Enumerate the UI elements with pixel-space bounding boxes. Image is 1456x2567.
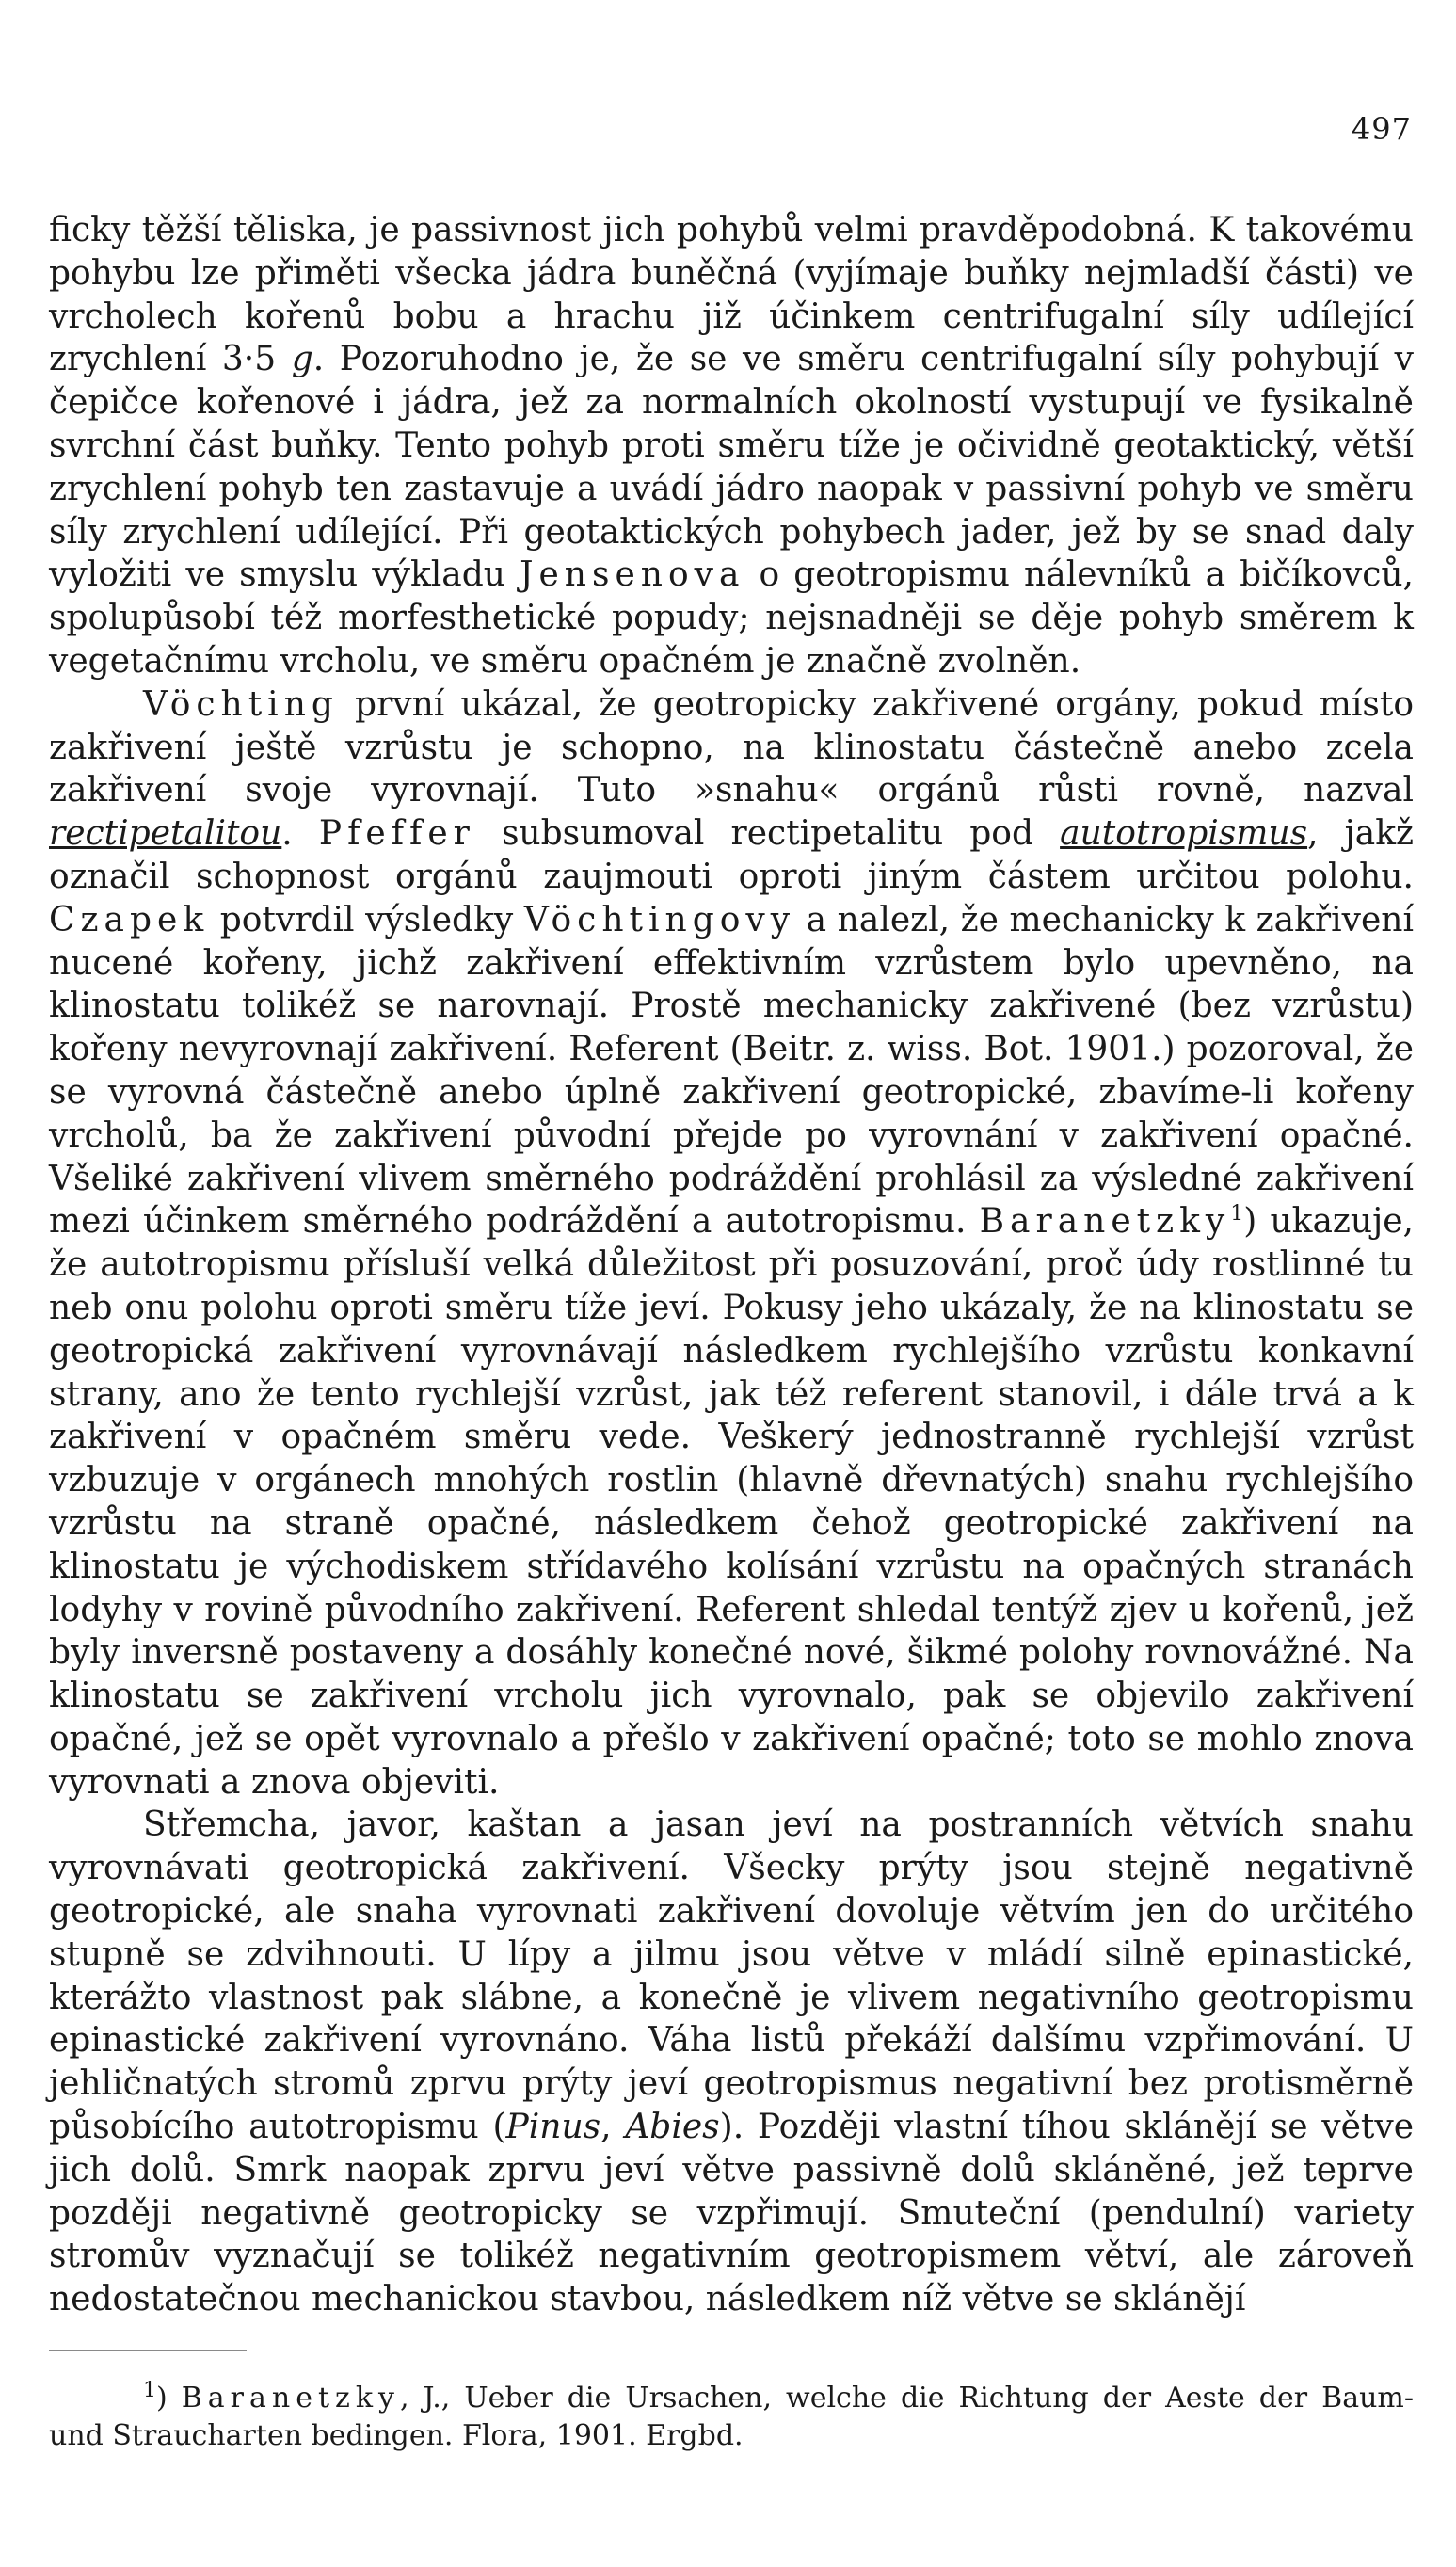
footnote-divider — [49, 2350, 247, 2351]
footnote-author: Baranetzky — [181, 2382, 400, 2415]
p1-text-3: o geotropismu nálevníků a bičíkovců, spolupůsobí též morfesthetické popudy; nejsnadněji se děje pohyb směrem k vegetačnímu vrcholu, ve směru opačném je značně zvolněn. — [49, 555, 1414, 681]
p2-text-3: subsumoval rectipetalitu pod — [474, 814, 1061, 854]
p1-text-1: ficky těžší těliska, je passivnost jich pohybů velmi pravděpodobná. K takovému pohybu lze přiměti všecka jádra buněčná (vyjímaje buňky nejmladší části) ve vrcholech kořenů bobu a hrachu již účinkem centrifugalní síly udílející zrychlení 3·5 — [49, 211, 1414, 379]
p3-text-2: ). Později vlastní tíhou sklánějí se větve jich dolů. Smrk naopak zprvu jeví větve passivně dolů skláněné, jež teprve později negativně geotropicky se vzpřimují. Smuteční (pendulní) variety stromův vyznačují se tolikéž negativním geotropismem větví, ale zároveň nedostatečnou mechanickou stavbou, následkem níž větve se sklánějí — [49, 2108, 1415, 2319]
p3-text-1: Střemcha, javor, kaštan a jasan jeví na postranních větvích snahu vyrovnávati geotropická zakřivení. Všecky prýty jsou stejně negativně geotropické, ale snaha vyrovnati zakřivení dovoluje větvím jen do určitého stupně se zdvihnouti. U lípy a jilmu jsou větve v mládí silně epinastické, kterážto vlastnost pak slábne, a konečně je vlivem negativního geotropismu epinastické zakřivení vyrovnáno. Váha listů překáží dalšímu vzpřimování. U jehličnatých stromů zprvu prýty jeví geotropismus negativní bez protisměrně působícího autotropismu ( — [49, 1805, 1414, 2147]
p2-text-2: . — [281, 814, 319, 854]
p2-text-5: potvrdil výsledky — [209, 900, 524, 939]
p2-name-baranetzky: Baranetzky — [979, 1202, 1231, 1242]
body-text — [49, 209, 1414, 2321]
paragraph-1 — [49, 209, 1414, 683]
p2-term-rectipetalitou: rectipetalitou — [49, 814, 282, 854]
footnote-text-0: ) — [156, 2382, 182, 2415]
paragraph-3 — [49, 1804, 1414, 2321]
p2-term-autotropismus: autotropismus — [1060, 814, 1308, 854]
p2-name-vochtingovy: Vöchtingovy — [523, 900, 796, 939]
p1-text-2: . Pozoruhodno je, že se ve směru centrifugalní síly pohybují v čepičce kořenové i jádra, jež za normalních okolností vystupují ve fysikalně svrchní část buňky. Tento pohyb proti směru tíže je očividně geotaktický, větší zrychlení pohyb ten zastavuje a uvádí jádro naopak v passivní pohyb ve směru síly zrychlení udílející. Při geotaktických pohybech jader, jež by se snad daly vyložiti ve smyslu výkladu — [49, 340, 1414, 595]
p1-symbol-g: g — [291, 340, 313, 379]
p2-text-7: ) ukazuje, že autotropismu přísluší velká důležitost při posuzování, proč údy rostlinné tu neb onu polohu oproti směru tíže jeví. Pokusy jeho ukázaly, že na klinostatu se geotropická zakřivení vyrovnávají následkem rychlejšího vzrůstu konkavní strany, ano že tento rychlejší vzrůst, jak též referent stanovil, i dále trvá a k zakřivení v opačném směru vede. Veškerý jednostranně rychlejší vzrůst vzbuzuje v orgánech mnohých rostlin (hlavně dřevnatých) snahu rychlejšího vzrůstu na straně opačné, následkem čehož geotropické zakřivení na klinostatu je východiskem střídavého kolísání vzrůstu na opačných stranách lodyhy v rovině původního zakřivení. Referent shledal tentýž zjev u kořenů, jež byly inversně postaveny a dosáhly konečné nové, šikmé polohy rovnovážné. Na klinostatu se zakřivení vrcholu jich vyrovnalo, pak se objevilo zakřivení opačné, jež se opět vyrovnalo a přešlo v zakřivení opačné; toto se mohlo znova vyrovnati a znova objeviti. — [49, 1202, 1414, 1802]
p2-text-1: první ukázal, že geotropicky zakřivené orgány, pokud místo zakřivení ještě vzrůstu je schopno, na klinostatu částečně anebo zcela zakřivení svoje vyrovnají. Tuto »snahu« orgánů růsti rovně, nazval — [49, 684, 1414, 810]
paragraph-2 — [49, 683, 1414, 1805]
p2-text-6: a nalezl, že mechanicky k zakřivení nucené kořeny, jichž zakřivení effektivním vzrůstem bylo upevněno, na klinostatu tolikéž se narovnají. Prostě mechanicky zakřivené (bez vzrůstu) kořeny nevyrovnají zakřivení. Referent (Beitr. z. wiss. Bot. 1901.) pozoroval, že se vyrovná částečně anebo úplně zakřivení geotropické, zbavíme-li kořeny vrcholů, ba že zakřivení původní přejde po vyrovnání v zakřivení opačné. Všeliké zakřivení vlivem směrného podráždění prohlásil za výsledné zakřivení mezi účinkem směrného podráždění a autotropismu. — [49, 900, 1414, 1242]
footnote-text-1: , J., Ueber die Ursachen, welche die Richtung der Aeste der Baum- und Straucharten bedingen. Flora, 1901. Ergbd. — [49, 2382, 1414, 2452]
footnote-ref-mark[interactable]: 1 — [1230, 1202, 1244, 1227]
footnote-mark: 1 — [143, 2379, 156, 2402]
p1-name-jensenova: Jensenova — [520, 555, 745, 595]
p3-term-pinus: Pinus — [505, 2108, 601, 2147]
footnote — [49, 2380, 1414, 2455]
p3-term-abies: Abies — [625, 2108, 720, 2147]
p2-name-vochting: Vöchting — [143, 684, 339, 724]
p2-name-pfeffer: Pfeffer — [318, 814, 475, 854]
p3-separator: , — [600, 2108, 626, 2147]
p2-text-4: , jakž označil schopnost orgánů zaujmouti oproti jiným částem určitou polohu. — [49, 814, 1415, 896]
page-number: 497 — [1351, 111, 1412, 147]
p2-name-czapek: Czapek — [49, 900, 210, 939]
